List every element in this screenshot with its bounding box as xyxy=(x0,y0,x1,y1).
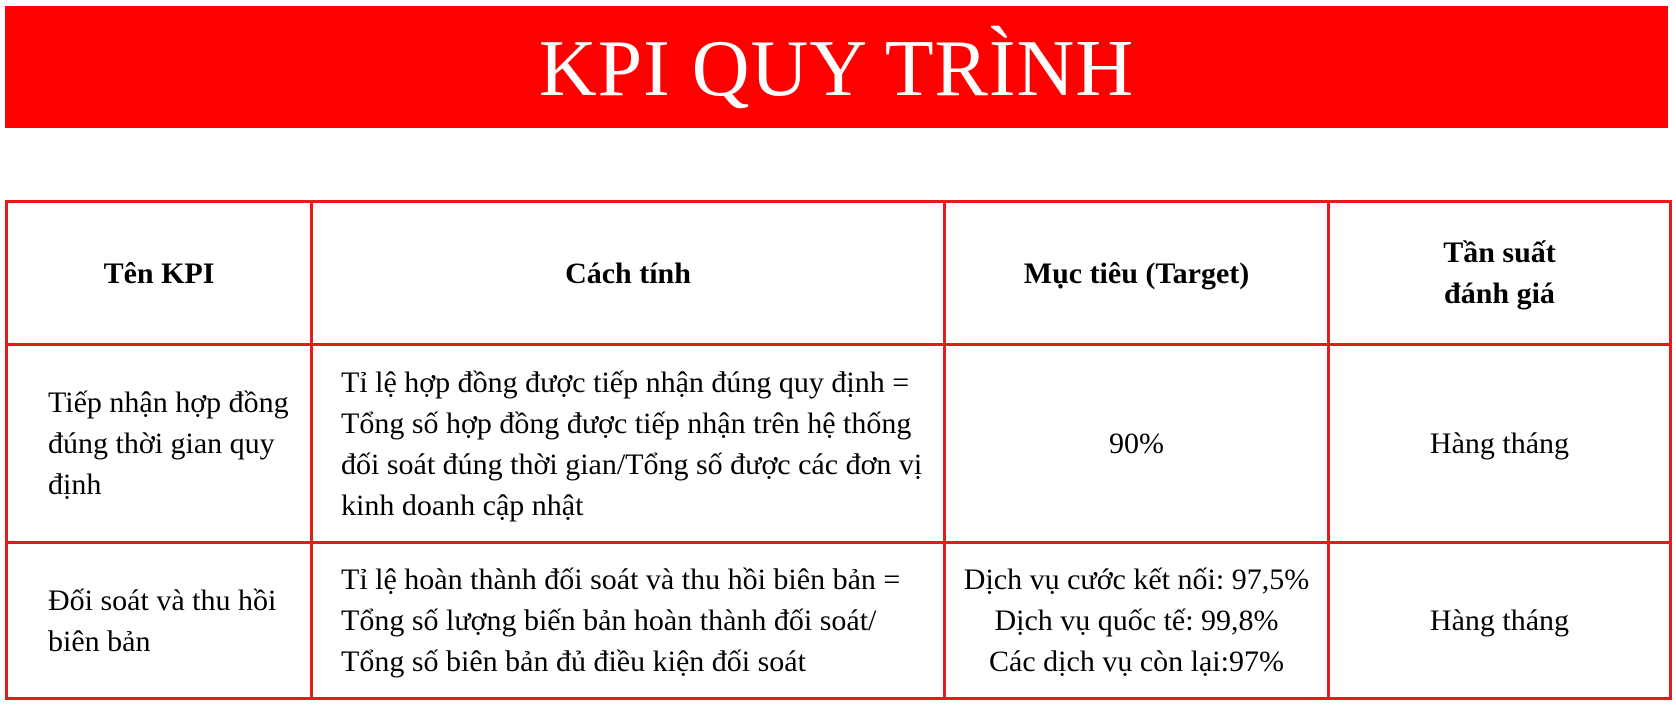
kpi-target-cell: 90% xyxy=(945,345,1329,543)
table-row xyxy=(7,543,1671,699)
table-row xyxy=(7,345,1671,543)
kpi-formula-cell: Tỉ lệ hợp đồng được tiếp nhận đúng quy định = Tổng số hợp đồng được tiếp nhận trên hệ thống đối soát đúng thời gian/Tổng số được các đơn vị kinh doanh cập nhật xyxy=(312,345,945,543)
header-kpi-name: Tên KPI xyxy=(7,202,312,345)
table-header-row xyxy=(7,202,1671,345)
header-frequency-line-2: đánh giá xyxy=(1444,277,1555,310)
kpi-frequency-cell: Hàng tháng xyxy=(1329,543,1671,699)
kpi-name-cell: Đối soát và thu hồi biên bản xyxy=(7,543,312,699)
kpi-target-cell xyxy=(945,543,1329,699)
header-formula: Cách tính xyxy=(312,202,945,345)
kpi-formula-cell: Tỉ lệ hoàn thành đối soát và thu hồi biên bản = Tổng số lượng biến bản hoàn thành đối soát/ Tổng số biên bản đủ điều kiện đối soát xyxy=(312,543,945,699)
header-frequency xyxy=(1329,202,1671,345)
header-frequency-line-1: Tần suất xyxy=(1443,236,1556,269)
kpi-target-line: Dịch vụ quốc tế: 99,8% xyxy=(994,604,1279,637)
kpi-name-cell: Tiếp nhận hợp đồng đúng thời gian quy định xyxy=(7,345,312,543)
title-banner xyxy=(5,6,1668,128)
kpi-target-line: Các dịch vụ còn lại:97% xyxy=(989,645,1284,678)
header-target: Mục tiêu (Target) xyxy=(945,202,1329,345)
kpi-frequency-cell: Hàng tháng xyxy=(1329,345,1671,543)
kpi-target-line: Dịch vụ cước kết nối: 97,5% xyxy=(963,563,1310,596)
page-title: KPI QUY TRÌNH xyxy=(538,25,1135,113)
kpi-table xyxy=(5,200,1672,700)
